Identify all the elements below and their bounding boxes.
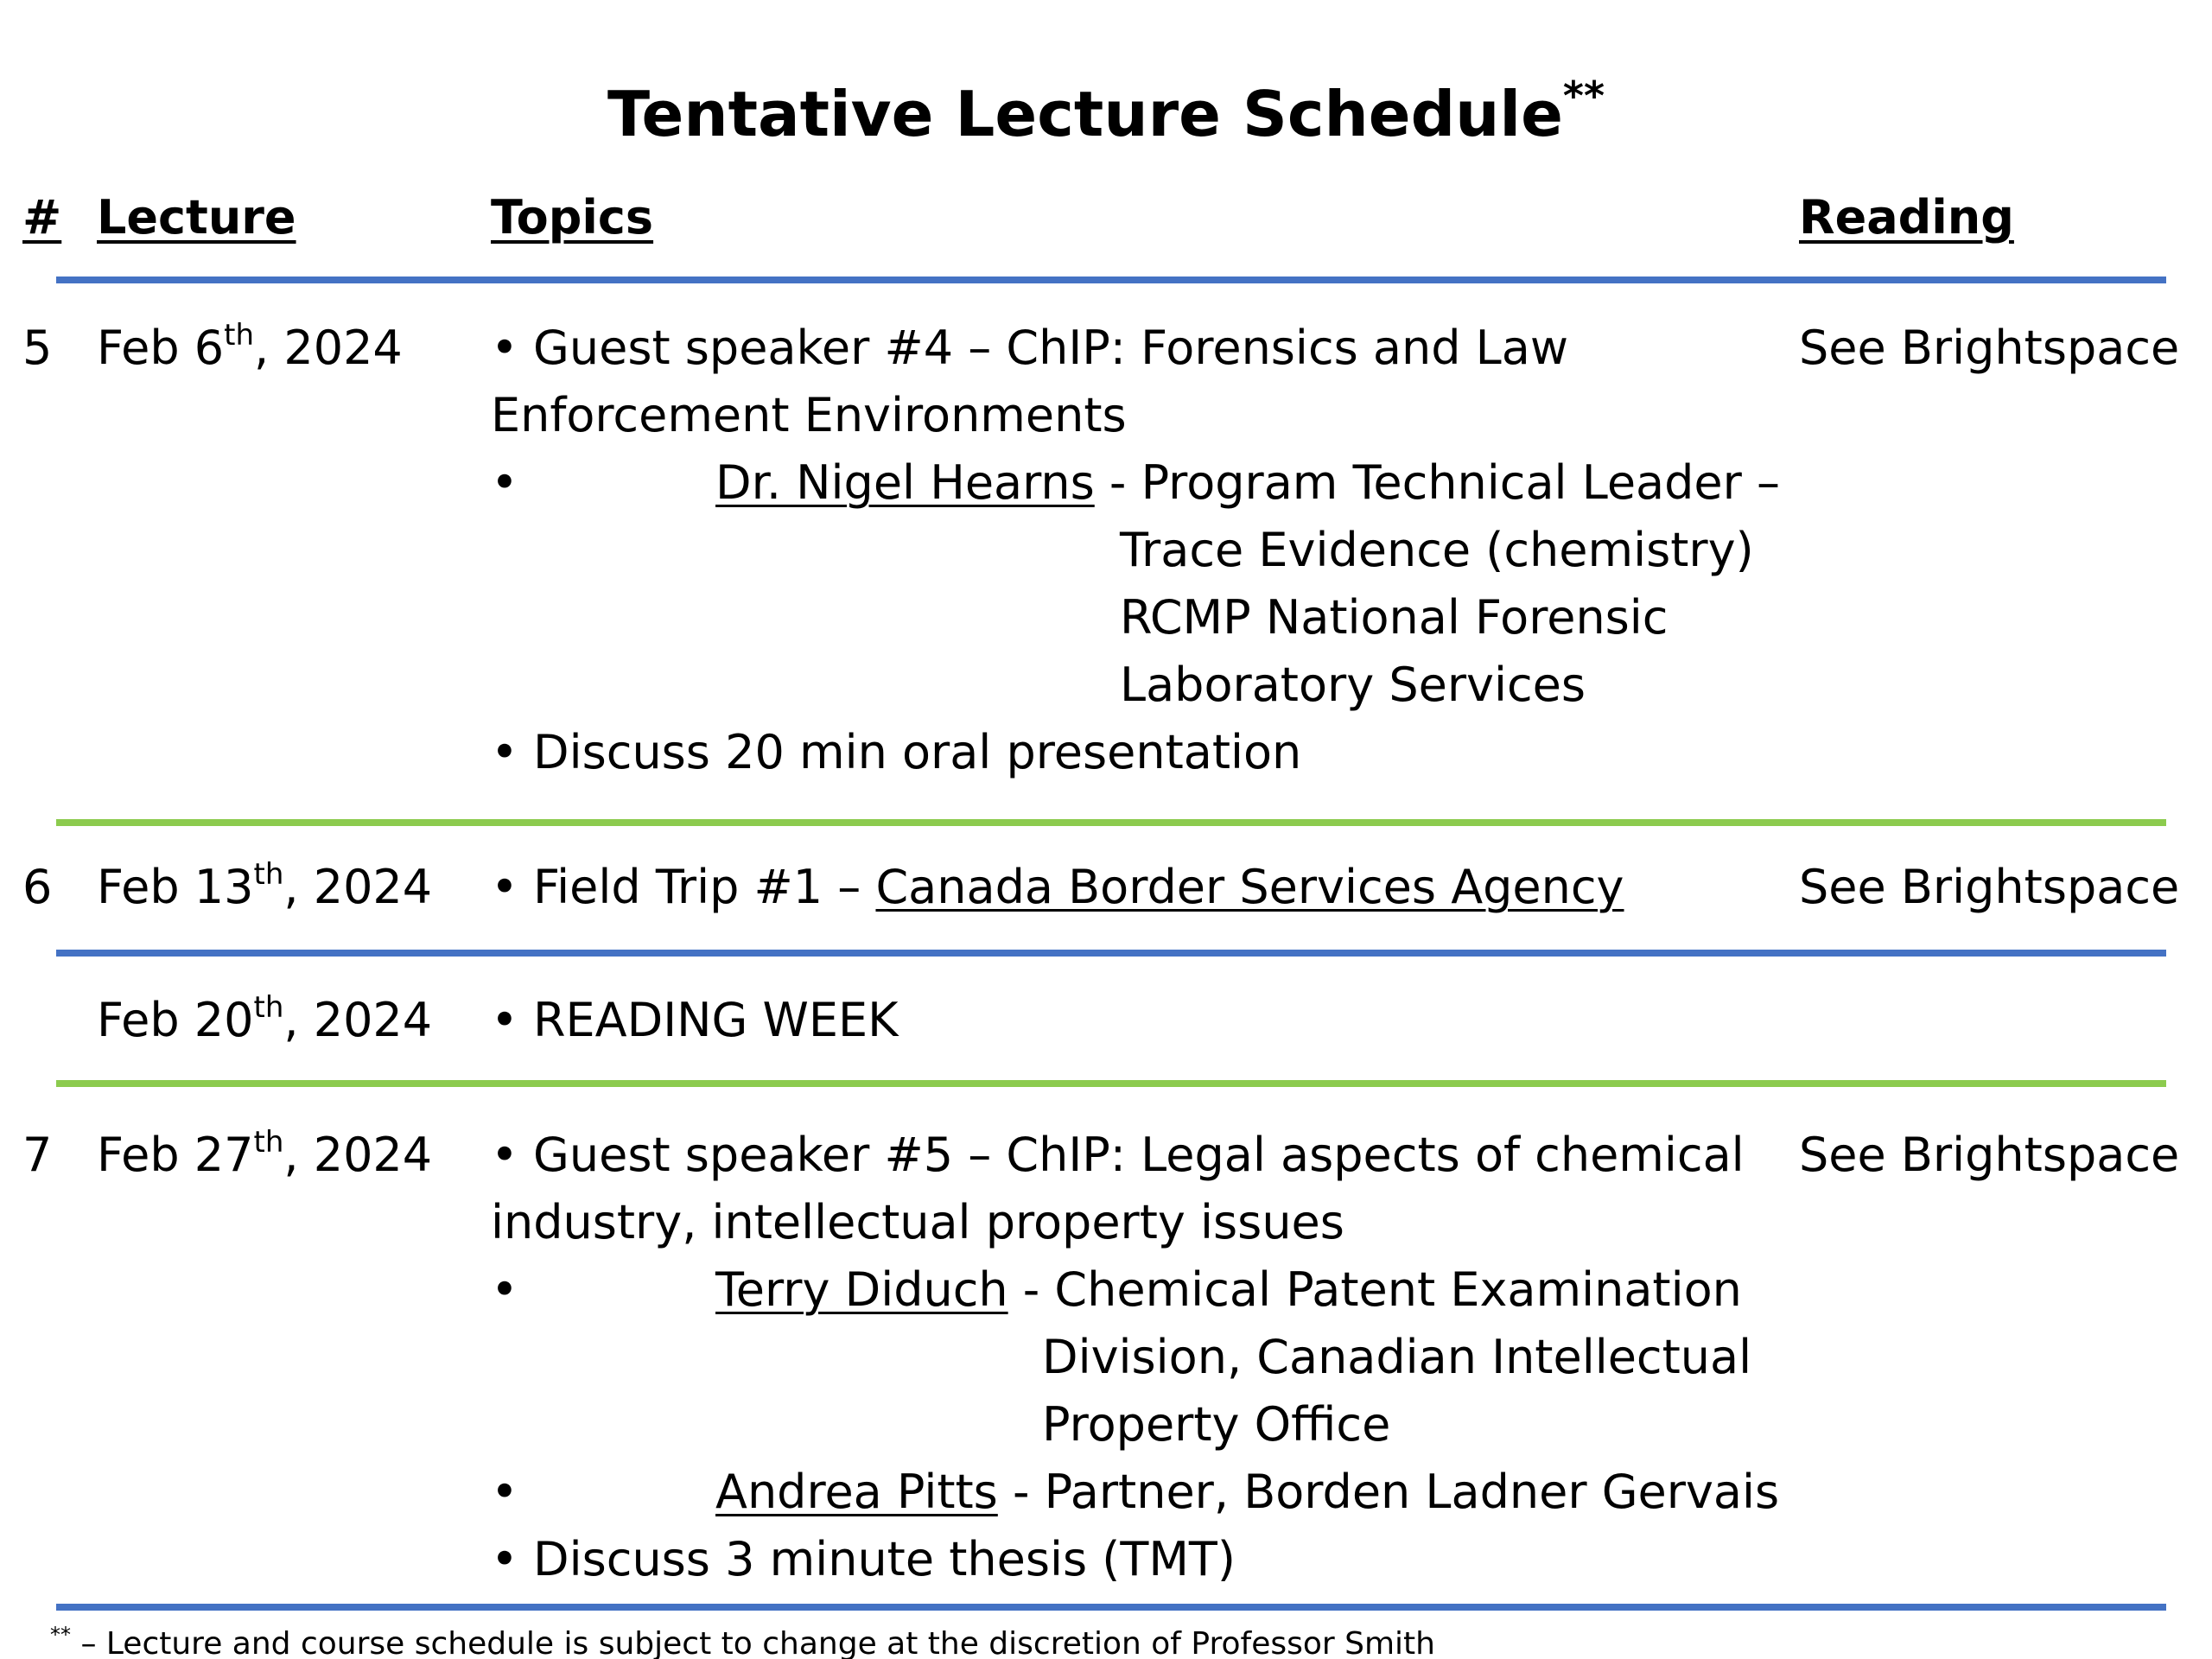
reading-week-label: READING WEEK [533,993,899,1047]
date-text: Feb 13 [97,860,254,914]
page-title [0,71,2212,157]
lecture-number-6: 6 [22,860,53,914]
date-year: , 2024 [254,321,403,375]
topic-text: Discuss 20 min oral presentation [533,725,1302,779]
row-divider-3 [56,1080,2166,1087]
header-divider [56,276,2166,283]
header-topics: Topics [491,190,654,245]
lecture-number-5: 5 [22,321,53,375]
speaker-name-link[interactable]: Terry Diduch [715,1262,1008,1317]
bullet-icon: • [491,321,518,375]
lecture-date [97,854,432,921]
header-reading: Reading [1799,190,2014,245]
bullet-icon: • [491,860,518,914]
speaker-line [715,449,1780,517]
speaker-role: - Chemical Patent Examination [1022,1262,1742,1317]
speaker-role-continued: Trace Evidence (chemistry) [1120,523,1754,577]
topic-bullet [491,315,1568,382]
topic-text: Guest speaker #5 – ChIP: Legal aspects of chemical [533,1128,1745,1182]
topic-text: Field Trip #1 – [533,860,876,914]
bullet-icon: • [491,1532,518,1586]
topic-bullet [491,1526,1236,1593]
footnote-mark: ** [50,1623,71,1647]
date-text: Feb 6 [97,321,225,375]
sub-bullet: • [491,1262,518,1317]
footnote [50,1623,1435,1659]
speaker-name-link[interactable]: Dr. Nigel Hearns [715,455,1095,510]
sub-bullet: • [491,455,518,510]
date-ordinal: th [224,318,255,353]
date-text: Feb 27 [97,1128,254,1182]
date-ordinal: th [253,990,284,1025]
lecture-date [97,987,432,1054]
bullet-icon: • [491,725,518,779]
field-trip-link[interactable]: Canada Border Services Agency [875,860,1624,914]
reading-cell: See Brightspace [1799,1128,2180,1182]
row-divider-2 [56,950,2166,957]
bullet-icon: • [491,993,518,1047]
header-lecture: Lecture [97,190,296,245]
footnote-text: – Lecture and course schedule is subject to change at the discretion of Professor Smith [71,1626,1435,1659]
topic-text-continued: Enforcement Environments [491,388,1127,442]
date-year: , 2024 [283,993,433,1047]
speaker-role-continued: Division, Canadian Intellectual [1042,1330,1752,1384]
speaker-role: - Program Technical Leader – [1109,455,1781,510]
topic-text: Discuss 3 minute thesis (TMT) [533,1532,1236,1586]
speaker-line [715,1459,1779,1526]
topic-bullet [491,987,899,1054]
topic-text: Guest speaker #4 – ChIP: Forensics and Law [533,321,1569,375]
speaker-line [715,1256,1742,1324]
date-ordinal: th [253,857,284,892]
date-year: , 2024 [283,1128,433,1182]
row-divider-1 [56,819,2166,826]
lecture-date [97,315,403,382]
date-ordinal: th [253,1125,284,1160]
topic-bullet [491,854,1624,921]
reading-cell: See Brightspace [1799,321,2180,375]
reading-cell: See Brightspace [1799,860,2180,914]
speaker-role-continued: RCMP National Forensic [1120,590,1669,645]
date-year: , 2024 [283,860,433,914]
speaker-role-continued: Property Office [1042,1397,1391,1452]
bullet-icon: • [491,1128,518,1182]
speaker-role-continued: Laboratory Services [1120,658,1586,712]
table-bottom-divider [56,1604,2166,1611]
topic-bullet [491,719,1301,786]
header-number: # [22,190,62,245]
page-title-text: Tentative Lecture Schedule [607,78,1563,150]
lecture-number-7: 7 [22,1128,53,1182]
date-text: Feb 20 [97,993,254,1047]
speaker-role: - Partner, Borden Ladner Gervais [1012,1465,1780,1519]
lecture-date [97,1122,432,1189]
title-footnote-mark: ** [1562,73,1605,119]
topic-text-continued: industry, intellectual property issues [491,1195,1344,1249]
speaker-name-link[interactable]: Andrea Pitts [715,1465,998,1519]
sub-bullet: • [491,1465,518,1519]
topic-bullet [491,1122,1745,1189]
